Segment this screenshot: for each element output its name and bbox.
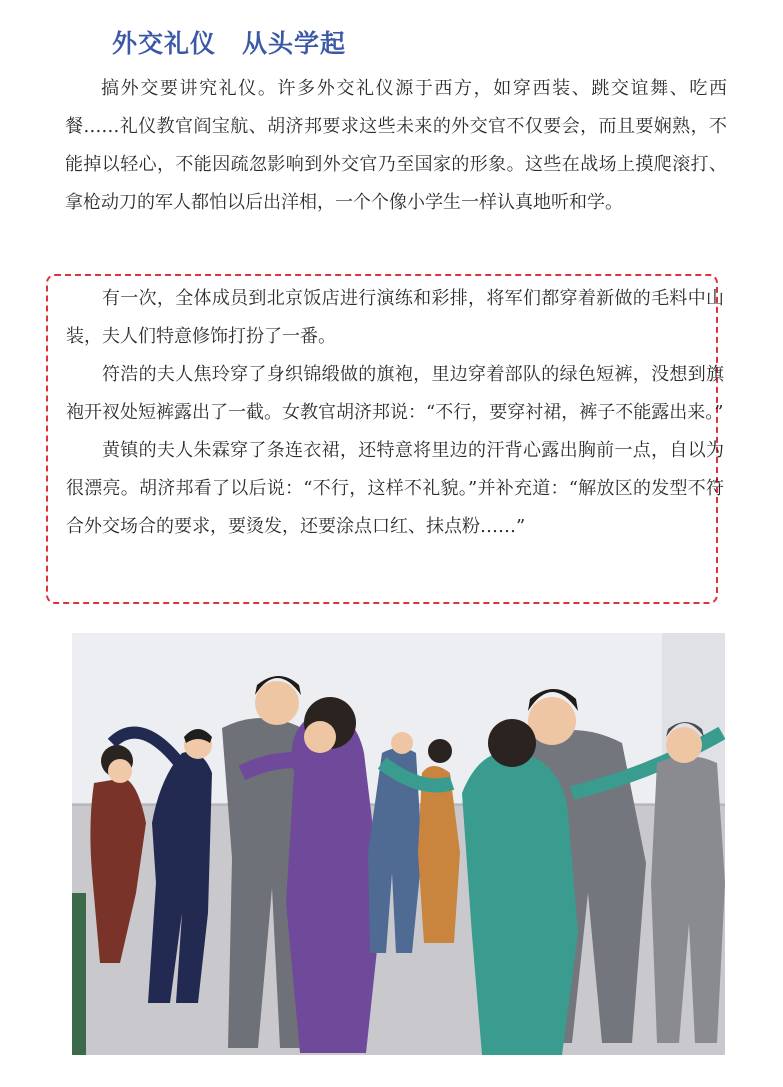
intro-section (65, 70, 727, 222)
highlight-paragraph-1: 有一次，全体成员到北京饭店进行演练和彩排，将军们都穿着新做的毛料中山装，夫人们特意修饰打扮了一番。 (66, 288, 724, 347)
title-part-1: 外交礼仪 (112, 29, 217, 58)
title-part-2: 从头学起 (242, 29, 347, 58)
highlight-paragraph-2: 符浩的夫人焦玲穿了身织锦缎做的旗袍，里边穿着部队的绿色短裤，没想到旗袍开衩处短裤露出了一截。女教官胡济邦说：“不行，要穿衬裙，裤子不能露出来。” (66, 364, 724, 423)
highlight-box (46, 274, 724, 604)
ballroom-dance-illustration (72, 633, 725, 1055)
intro-paragraph: 搞外交要讲究礼仪。许多外交礼仪源于西方，如穿西装、跳交谊舞、吃西餐……礼仪教官阎宝航、胡济邦要求这些未来的外交官不仅要会，而且要娴熟，不能掉以轻心，不能因疏忽影响到外交官乃至国家的形象。这些在战场上摸爬滚打、拿枪动刀的军人都怕以后出洋相，一个个像小学生一样认真地听和学。 (65, 78, 727, 213)
highlight-paragraph-3: 黄镇的夫人朱霖穿了条连衣裙，还特意将里边的汗背心露出胸前一点，自以为很漂亮。胡济邦看了以后说：“不行，这样不礼貌。”并补充道：“解放区的发型不符合外交场合的要求，要烫发，还要涂点口红、抹点粉……” (66, 440, 724, 537)
article-title (112, 24, 346, 60)
